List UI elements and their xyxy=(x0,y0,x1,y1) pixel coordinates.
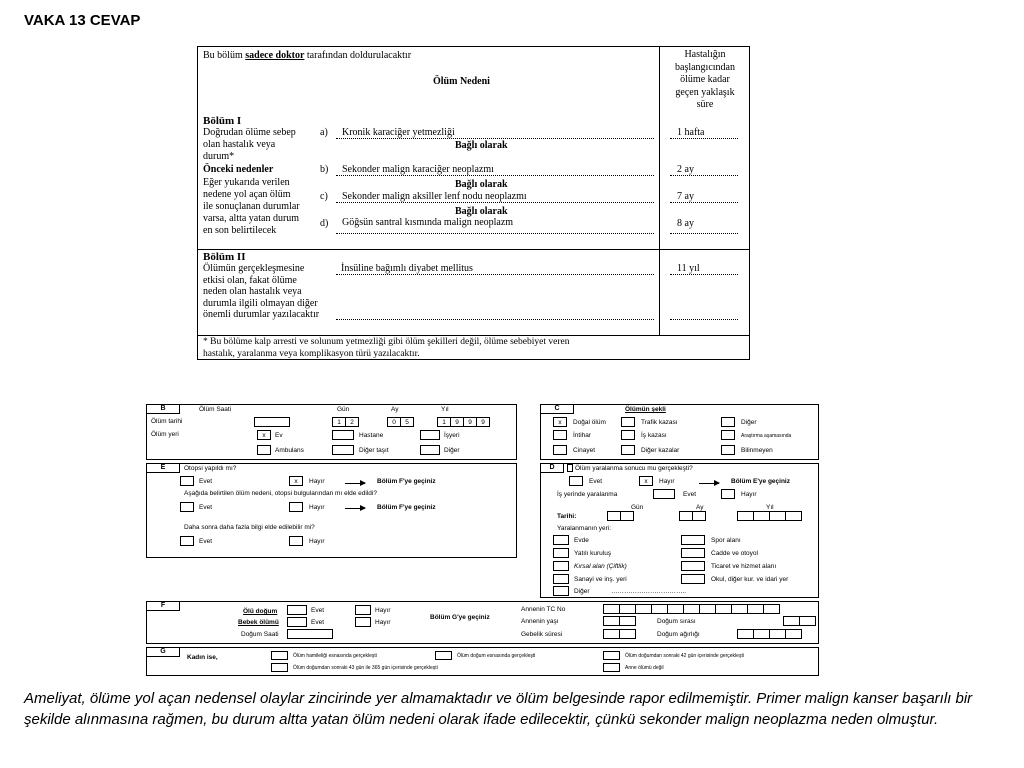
checkbox-trafik[interactable] xyxy=(621,417,635,427)
label: Diğer taşıt xyxy=(359,447,389,454)
checkbox-diger[interactable] xyxy=(553,586,569,596)
label: İş yerinde yaralanma xyxy=(557,491,618,498)
label: Bilinmeyen xyxy=(741,447,773,454)
death-cause-table xyxy=(197,46,750,360)
section-tag: B xyxy=(146,404,180,414)
table-footnote: * Bu bölüme kalp arresti ve solunum yetmezliği gibi ölüm şekilleri değil, ölüme sebebiyet veren hastalık, yaralanma veya komplikasyon türü yazılacaktır. xyxy=(203,337,570,359)
arrow-icon xyxy=(699,483,719,484)
label: Okul, diğer kur. ve idari yer xyxy=(711,576,789,583)
checkbox-okul[interactable] xyxy=(681,574,705,584)
checkbox-evet[interactable] xyxy=(287,605,307,615)
row-letter: c) xyxy=(320,191,328,202)
cause-a: Kronik karaciğer yetmezliği xyxy=(342,127,455,138)
label: Evet xyxy=(199,504,213,511)
label: Hayır xyxy=(741,491,757,498)
section-e xyxy=(146,463,517,558)
year-input[interactable]: 1 9 9 9 xyxy=(437,417,489,427)
checkbox-opt5[interactable] xyxy=(603,663,620,672)
arrow-icon xyxy=(345,508,365,509)
time-c: 7 ay xyxy=(677,191,694,202)
checkbox-sanayi[interactable] xyxy=(553,574,569,584)
label: Cinayet xyxy=(573,447,596,454)
label: Doğum Saati xyxy=(241,631,279,638)
label: Annenin TC No xyxy=(521,606,566,613)
checkbox-hayir[interactable]: x xyxy=(289,476,303,486)
label: Bölüm F'ye geçiniz xyxy=(377,504,436,511)
label: Gün xyxy=(631,504,644,511)
label: Bebek ölümü xyxy=(238,619,279,626)
label: Ölüm hamileliği esnasında gerçekleşti xyxy=(293,653,377,659)
label: Araştırma aşamasında xyxy=(741,433,792,439)
checkbox-yatili[interactable] xyxy=(553,548,569,558)
birth-weight-input[interactable] xyxy=(737,629,801,639)
label: Diğer xyxy=(444,447,460,454)
checkbox-intihar[interactable] xyxy=(553,430,567,440)
checkbox-arastirma[interactable] xyxy=(721,430,735,440)
checkbox-opt1[interactable] xyxy=(271,651,288,660)
label: Ticaret ve hizmet alanı xyxy=(711,563,777,570)
checkbox-cinayet[interactable] xyxy=(553,445,567,455)
section-b xyxy=(146,404,517,460)
row-letter: d) xyxy=(320,218,329,229)
bagli-olarak: Bağlı olarak xyxy=(455,206,508,217)
checkbox-evde[interactable] xyxy=(553,535,569,545)
mother-age-input[interactable] xyxy=(603,616,635,626)
mother-id-input[interactable] xyxy=(603,604,779,614)
cause-c: Sekonder malign aksiller lenf nodu neoplazmı xyxy=(342,191,527,202)
section2-cause: İnsüline bağımlı diyabet mellitus xyxy=(341,263,473,274)
cause-d: Göğsün santral kısmında malign neoplazm xyxy=(342,217,514,228)
section-tag: C xyxy=(540,404,574,414)
label: Daha sonra daha fazla bilgi elde edilebilir mi? xyxy=(184,524,315,531)
label: Doğum ağırlığı xyxy=(657,631,700,638)
label: Diğer kazalar xyxy=(641,447,680,454)
label: Ölüm tarihi xyxy=(151,418,183,425)
checkbox-diger-kazalar[interactable] xyxy=(621,445,635,455)
time-input[interactable] xyxy=(254,417,290,427)
checkbox-hayir[interactable] xyxy=(289,502,303,512)
label: Otopsi yapıldı mı? xyxy=(184,465,237,472)
label: Ölüm yeri xyxy=(151,431,179,438)
checkbox-opt3[interactable] xyxy=(603,651,620,660)
checkbox-opt2[interactable] xyxy=(435,651,452,660)
label: Gebelik süresi xyxy=(521,631,563,638)
row-letter: a) xyxy=(320,127,328,138)
table-header-left: Bu bölüm sadece doktor tarafından doldurulacaktır xyxy=(203,50,412,61)
checkbox-isyeri[interactable] xyxy=(420,430,440,440)
checkbox-hayir[interactable] xyxy=(355,617,371,627)
label: Yıl xyxy=(441,406,449,413)
checkbox-bilinmeyen[interactable] xyxy=(721,445,735,455)
label: Ay xyxy=(391,406,399,413)
checkbox-evet[interactable] xyxy=(569,476,583,486)
section-tag: D xyxy=(540,463,564,473)
section1-title: Bölüm I xyxy=(203,115,242,127)
section-c xyxy=(540,404,819,460)
gestation-input[interactable] xyxy=(603,629,635,639)
label: Annenin yaşı xyxy=(521,618,559,625)
checkbox-evet[interactable] xyxy=(653,489,675,499)
section2-time: 11 yıl xyxy=(677,263,700,274)
checkbox-cadde[interactable] xyxy=(681,548,705,558)
row-letter: b) xyxy=(320,164,329,175)
checkbox-hayir[interactable] xyxy=(289,536,303,546)
checkbox-is-kazasi[interactable] xyxy=(621,430,635,440)
label: Hastane xyxy=(359,432,384,439)
checkbox-evet[interactable] xyxy=(180,502,194,512)
label: Evet xyxy=(589,478,603,485)
table-header-right: Hastalığın başlangıcından ölüme kadar geçen yaklaşık süre xyxy=(675,49,735,110)
label: Evet xyxy=(199,538,213,545)
checkbox[interactable] xyxy=(567,464,573,472)
label: Anne ölümü değil xyxy=(625,665,664,671)
label: Bölüm E'ye geçiniz xyxy=(731,478,790,485)
injury-month-input[interactable] xyxy=(679,511,705,521)
day-input[interactable]: 1 2 xyxy=(332,417,358,427)
label: Evet xyxy=(311,619,325,626)
checkbox-ambulans[interactable] xyxy=(257,445,271,455)
label: Sanayi ve inş. yeri xyxy=(574,576,627,583)
label: Ölüm doğumdan sonraki 42 gün içerisinde gerçekleşti xyxy=(625,653,744,659)
injury-year-input[interactable] xyxy=(737,511,801,521)
checkbox-hayir[interactable] xyxy=(721,489,735,499)
checkbox-evet[interactable] xyxy=(180,536,194,546)
checkbox-hayir[interactable] xyxy=(355,605,371,615)
cause-b: Sekonder malign karaciğer neoplazmı xyxy=(342,164,494,175)
birth-time-input[interactable] xyxy=(287,629,333,639)
checkbox-diger[interactable] xyxy=(420,445,440,455)
label: İş kazası xyxy=(641,432,667,439)
label: Trafik kazası xyxy=(641,419,678,426)
section-d xyxy=(540,463,819,598)
checkbox-kirsal[interactable] xyxy=(553,561,569,571)
arrow-icon xyxy=(345,483,365,484)
checkbox-spor[interactable] xyxy=(681,535,705,545)
label: Ev xyxy=(275,432,283,439)
label: Aşağıda belirtilen ölüm nedeni, otopsi bulgularından mı elde edildi? xyxy=(184,490,377,497)
label: Diğer xyxy=(574,588,590,595)
previous-causes-desc: Eğer yukarıda verilen nedene yol açan ölüm ile sonuçlanan durumlar varsa, altta yatan durum en son belirtilecek xyxy=(203,177,300,236)
label: İşyeri xyxy=(444,432,460,439)
checkbox-diger-tasit[interactable] xyxy=(332,445,354,455)
section-tag: G xyxy=(146,647,180,657)
label: Ölüm yaralanma sonucu mu gerçekleşti? xyxy=(575,465,693,472)
label: Hayır xyxy=(309,538,325,545)
label: Yatılı kuruluş xyxy=(574,550,612,557)
time-d: 8 ay xyxy=(677,218,694,229)
checkbox-evet[interactable] xyxy=(180,476,194,486)
table-header-center: Ölüm Nedeni xyxy=(433,76,490,87)
bagli-olarak: Bağlı olarak xyxy=(455,140,508,151)
label: Ölüm doğum esnasında gerçekleşti xyxy=(457,653,536,659)
label: Evet xyxy=(199,478,213,485)
section-g xyxy=(146,647,819,676)
checkbox-hayir[interactable]: x xyxy=(639,476,653,486)
label: Kadın ise, xyxy=(187,654,218,661)
label: Hayır xyxy=(375,607,391,614)
label: Hayır xyxy=(375,619,391,626)
checkbox-ticaret[interactable] xyxy=(681,561,705,571)
label: Yaralanmanın yeri: xyxy=(557,525,612,532)
label: Hayır xyxy=(309,504,325,511)
section2-title: Bölüm II xyxy=(203,251,246,263)
label: Hayır xyxy=(659,478,675,485)
checkbox-evet[interactable] xyxy=(287,617,307,627)
previous-causes-title: Önceki nedenler xyxy=(203,164,274,175)
checkbox-opt4[interactable] xyxy=(271,663,288,672)
checkbox-diger[interactable] xyxy=(721,417,735,427)
checkbox-dogal[interactable]: x xyxy=(553,417,567,427)
bagli-olarak: Bağlı olarak xyxy=(455,179,508,190)
section-tag: E xyxy=(146,463,180,473)
label: Kırsal alan (Çiftlik) xyxy=(574,563,627,570)
label: Ambulans xyxy=(275,447,304,454)
label: Gün xyxy=(337,406,350,413)
label: Evet xyxy=(683,491,697,498)
time-a: 1 hafta xyxy=(677,127,705,138)
section2-desc: Ölümün gerçekleşmesine etkisi olan, fakat ölüme neden olan hastalık veya durumla ilgili olmayan diğer önemli durumlar yazılacaktır xyxy=(203,263,320,320)
explanation-note: Ameliyat, ölüme yol açan nedensel olaylar zincirinde yer almamaktadır ve ölüm belgesinde rapor edilmemiştir. Primer malign kanser başarılı bir şekilde alınmasına rağmen, bu durum altta yatan ölüm nedeni olarak ifade edilecektir, çünkü sekonder malign neoplazma neden olmuştur. xyxy=(24,690,973,728)
label: Bölüm F'ye geçiniz xyxy=(377,478,436,485)
time-b: 2 ay xyxy=(677,164,694,175)
section-f xyxy=(146,601,819,644)
label: Yıl xyxy=(766,504,774,511)
injury-day-input[interactable] xyxy=(607,511,633,521)
label: Doğum sırası xyxy=(657,618,696,625)
label: İntihar xyxy=(573,432,592,439)
month-input[interactable]: 0 5 xyxy=(387,417,413,427)
label: Ölü doğum xyxy=(243,608,278,615)
label: Hayır xyxy=(309,478,325,485)
label: Spor alanı xyxy=(711,537,741,544)
label: Ölüm Saati xyxy=(199,406,232,413)
label: Ay xyxy=(696,504,704,511)
label: Tarihi: xyxy=(557,513,577,520)
slide-title: VAKA 13 CEVAP xyxy=(24,12,141,29)
checkbox-ev[interactable]: x xyxy=(257,430,271,440)
label: Cadde ve otoyol xyxy=(711,550,758,557)
section1-desc: Doğrudan ölüme sebep olan hastalık veya durum* xyxy=(203,127,296,162)
label: Doğal ölüm xyxy=(573,419,606,426)
label: Ölüm doğumdan sonraki 43 gün ile 365 gün içerisinde gerçekleşti xyxy=(293,665,438,671)
label: Bölüm G'ye geçiniz xyxy=(430,614,490,621)
label: Evde xyxy=(574,537,589,544)
section-tag: F xyxy=(146,601,180,611)
checkbox-hastane[interactable] xyxy=(332,430,354,440)
label: Diğer xyxy=(741,419,757,426)
section-title: Ölümün şekli xyxy=(625,406,666,413)
label: Evet xyxy=(311,607,325,614)
fill-line: …………………………….. xyxy=(611,588,687,595)
birth-order-input[interactable] xyxy=(783,616,815,626)
